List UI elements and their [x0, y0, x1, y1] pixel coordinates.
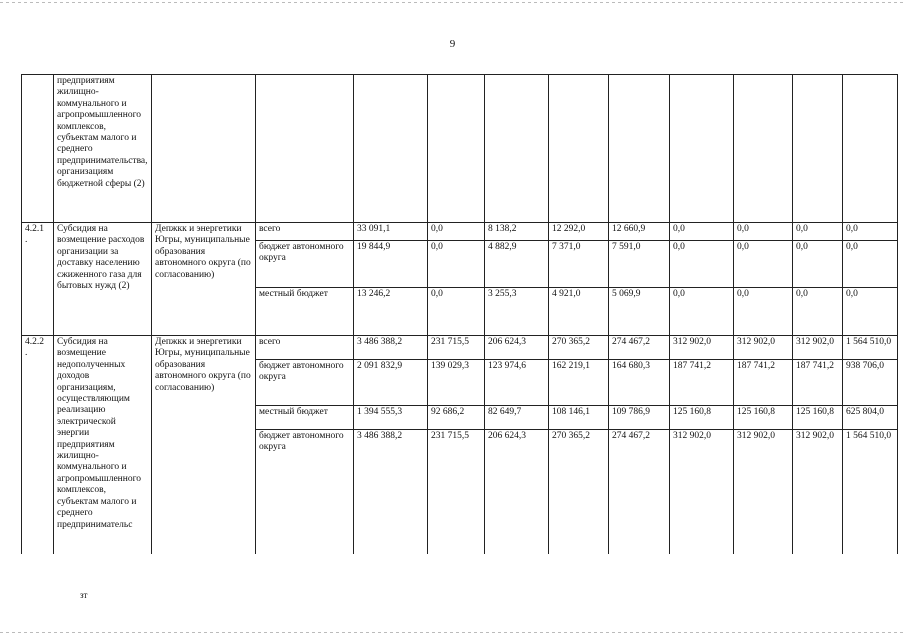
value-cell: 187 741,2 [734, 360, 793, 406]
source-cell: всего [256, 223, 354, 241]
value-cell [549, 75, 609, 223]
value-cell: 82 649,7 [485, 406, 549, 430]
value-cell: 0,0 [428, 241, 485, 288]
value-cell: 231 715,5 [428, 336, 485, 360]
value-cell: 312 902,0 [793, 430, 843, 554]
value-cell: 123 974,6 [485, 360, 549, 406]
row-code: 4.2.2 [25, 337, 44, 347]
value-cell [428, 75, 485, 223]
description-cell: Субсидия на возмещение недополученных доходов организациям, осуществляющим реализацию электрической энергии предприятиям жилищно-коммунального и агропромышленного комплексов, субъектам малого и среднего предпринимательс [54, 336, 152, 554]
row-code: 4.2.1 [25, 224, 44, 234]
page-number: 9 [449, 38, 456, 50]
value-cell: 8 138,2 [485, 223, 549, 241]
value-cell [793, 75, 843, 223]
value-cell: 312 902,0 [670, 430, 734, 554]
value-cell: 3 255,3 [485, 288, 549, 336]
value-cell: 162 219,1 [549, 360, 609, 406]
source-cell [256, 75, 354, 223]
value-cell: 187 741,2 [670, 360, 734, 406]
source-cell: бюджет автономного округа [256, 241, 354, 288]
value-cell: 312 902,0 [734, 336, 793, 360]
value-cell: 0,0 [670, 288, 734, 336]
table-row-continuation [22, 75, 898, 223]
value-cell: 3 486 388,2 [354, 430, 428, 554]
code-cell [22, 75, 54, 223]
value-cell: 0,0 [734, 223, 793, 241]
value-cell: 109 786,9 [609, 406, 670, 430]
value-cell [734, 75, 793, 223]
code-cell [22, 336, 54, 554]
responsible-cell: Депжкк и энергетики Югры, муниципальные образования автономного округа (по согласованию) [152, 223, 256, 336]
row-code-suffix: . [25, 235, 28, 246]
value-cell: 0,0 [670, 241, 734, 288]
value-cell [670, 75, 734, 223]
source-cell: бюджет автономного округа [256, 430, 354, 554]
value-cell: 0,0 [793, 223, 843, 241]
value-cell: 312 902,0 [670, 336, 734, 360]
value-cell: 1 564 510,0 [843, 336, 898, 360]
budget-table [21, 74, 898, 554]
description-cell: предприятиям жилищно-коммунального и агропромышленного комплексов, субъектам малого и среднего предпринимательства, организациям бюджетной сферы (2) [54, 75, 152, 223]
value-cell: 4 921,0 [549, 288, 609, 336]
value-cell: 7 591,0 [609, 241, 670, 288]
value-cell: 274 467,2 [609, 430, 670, 554]
value-cell: 1 564 510,0 [843, 430, 898, 554]
responsible-cell [152, 75, 256, 223]
scan-edge-bottom [0, 632, 905, 633]
code-cell [22, 223, 54, 336]
value-cell: 274 467,2 [609, 336, 670, 360]
value-cell: 4 882,9 [485, 241, 549, 288]
responsible-cell: Депжкк и энергетики Югры, муниципальные образования автономного округа (по согласованию) [152, 336, 256, 554]
value-cell: 125 160,8 [734, 406, 793, 430]
table-row-4-2-2-total [22, 336, 898, 360]
value-cell: 19 844,9 [354, 241, 428, 288]
value-cell: 0,0 [793, 241, 843, 288]
value-cell [843, 75, 898, 223]
value-cell: 2 091 832,9 [354, 360, 428, 406]
value-cell: 270 365,2 [549, 336, 609, 360]
value-cell: 0,0 [793, 288, 843, 336]
value-cell: 0,0 [428, 223, 485, 241]
value-cell [485, 75, 549, 223]
value-cell: 625 804,0 [843, 406, 898, 430]
source-cell: местный бюджет [256, 406, 354, 430]
value-cell: 164 680,3 [609, 360, 670, 406]
value-cell: 125 160,8 [670, 406, 734, 430]
value-cell [609, 75, 670, 223]
value-cell: 1 394 555,3 [354, 406, 428, 430]
value-cell: 3 486 388,2 [354, 336, 428, 360]
value-cell: 312 902,0 [734, 430, 793, 554]
value-cell: 12 292,0 [549, 223, 609, 241]
value-cell: 938 706,0 [843, 360, 898, 406]
value-cell: 187 741,2 [793, 360, 843, 406]
source-cell: всего [256, 336, 354, 360]
table-row-4-2-1-total [22, 223, 898, 241]
value-cell: 33 091,1 [354, 223, 428, 241]
value-cell: 206 624,3 [485, 336, 549, 360]
row-code-suffix: . [25, 348, 28, 359]
value-cell: 0,0 [734, 288, 793, 336]
source-cell: местный бюджет [256, 288, 354, 336]
value-cell: 108 146,1 [549, 406, 609, 430]
value-cell: 0,0 [843, 288, 898, 336]
value-cell: 0,0 [428, 288, 485, 336]
value-cell: 0,0 [843, 223, 898, 241]
value-cell: 206 624,3 [485, 430, 549, 554]
source-cell: бюджет автономного округа [256, 360, 354, 406]
value-cell: 125 160,8 [793, 406, 843, 430]
value-cell: 0,0 [670, 223, 734, 241]
value-cell: 312 902,0 [793, 336, 843, 360]
footer-mark: зт [80, 590, 88, 600]
scan-edge-top [0, 2, 905, 3]
value-cell: 270 365,2 [549, 430, 609, 554]
value-cell: 231 715,5 [428, 430, 485, 554]
value-cell: 139 029,3 [428, 360, 485, 406]
value-cell [354, 75, 428, 223]
value-cell: 0,0 [843, 241, 898, 288]
value-cell: 92 686,2 [428, 406, 485, 430]
value-cell: 12 660,9 [609, 223, 670, 241]
value-cell: 5 069,9 [609, 288, 670, 336]
value-cell: 13 246,2 [354, 288, 428, 336]
value-cell: 7 371,0 [549, 241, 609, 288]
value-cell: 0,0 [734, 241, 793, 288]
description-cell: Субсидия на возмещение расходов организации за доставку населению сжиженного газа для бытовых нужд (2) [54, 223, 152, 336]
